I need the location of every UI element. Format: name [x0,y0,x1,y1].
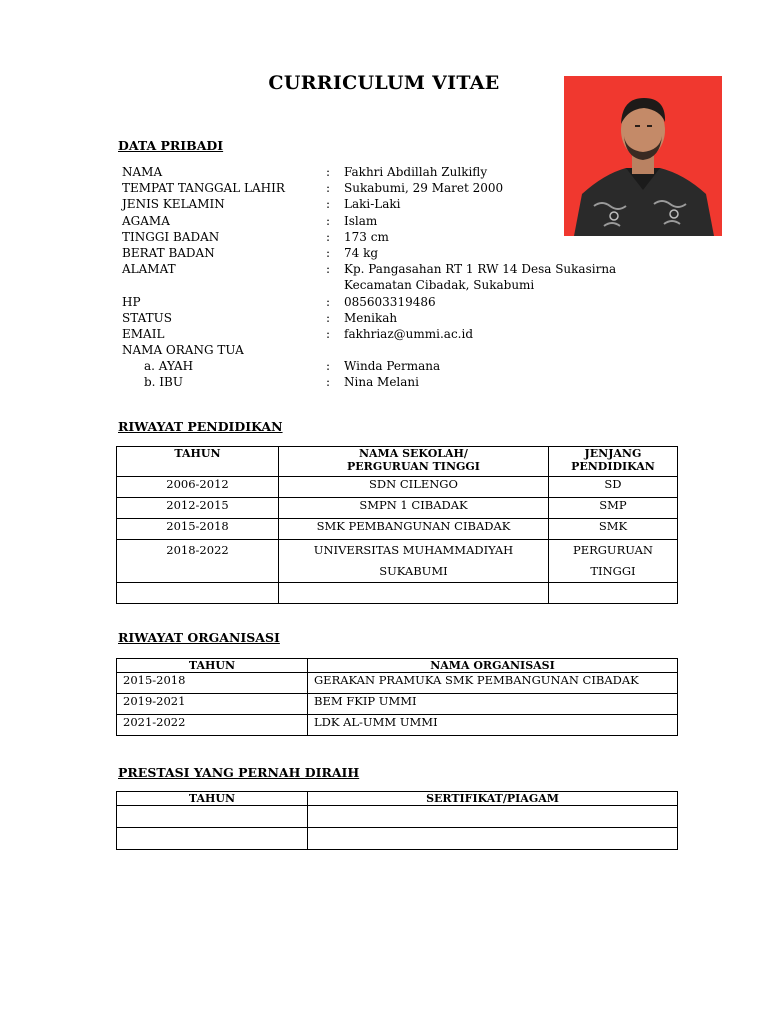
table-cell: PERGURUAN TINGGI [548,540,677,583]
table-cell [548,583,677,604]
table-header-row [117,659,678,673]
field-value: 74 kg [344,245,379,260]
table-cell: 2021-2022 [117,715,308,736]
table-row [117,673,678,694]
field-value: Kp. Pangasahan RT 1 RW 14 Desa Sukasirna Kecamatan Cibadak, Sukabumi [344,262,617,293]
table-cell: 2006-2012 [117,477,279,498]
field-colon: : [326,245,331,260]
table-cell: 2018-2022 [117,540,279,583]
field-label: JENIS KELAMIN [122,197,225,212]
field-colon: : [326,310,331,325]
table-header-cell: JENJANG PENDIDIKAN [548,447,677,477]
table-cell: SDN CILENGO [279,477,549,498]
table-row [117,694,678,715]
organisasi-table [116,658,678,736]
table-cell: 2015-2018 [117,673,308,694]
prestasi-table [116,791,678,850]
field-colon: : [326,294,331,309]
field-value: Islam [344,213,378,228]
field-colon: : [326,213,331,228]
table-cell [308,828,678,850]
table-row [117,519,678,540]
table-cell: SMK [548,519,677,540]
field-value: Menikah [344,310,398,325]
field-colon: : [326,181,331,196]
table-cell: SMP [548,498,677,519]
field-colon: : [326,229,331,244]
table-row [117,477,678,498]
table-cell: SMPN 1 CIBADAK [279,498,549,519]
organisasi-heading: RIWAYAT ORGANISASI [118,630,280,645]
field-label: TINGGI BADAN [122,229,220,244]
table-cell: 2019-2021 [117,694,308,715]
field-label: BERAT BADAN [122,245,215,260]
field-colon: : [326,326,331,341]
table-cell: 2012-2015 [117,498,279,519]
field-label: b. IBU [144,375,183,390]
field-colon: : [326,165,331,179]
field-colon: : [326,197,331,212]
field-value: 173 cm [344,229,389,244]
table-row [117,583,678,604]
table-cell [117,828,308,850]
field-value: Laki-Laki [344,197,401,212]
field-value: 085603319486 [344,294,436,309]
table-cell: BEM FKIP UMMI [308,694,678,715]
table-cell [117,583,279,604]
field-label: STATUS [122,310,172,325]
field-label: HP [122,294,141,309]
table-header-cell: NAMA ORGANISASI [308,659,678,673]
table-cell: 2015-2018 [117,519,279,540]
field-value: Fakhri Abdillah Zulkifly [344,165,488,179]
field-value: Nina Melani [344,375,419,390]
field-label: TEMPAT TANGGAL LAHIR [122,181,285,196]
table-row [117,540,678,583]
field-label: ALAMAT [122,262,176,277]
table-header-cell: TAHUN [117,659,308,673]
table-cell [279,583,549,604]
table-cell [308,806,678,828]
table-cell: SMK PEMBANGUNAN CIBADAK [279,519,549,540]
table-header-row [117,792,678,806]
field-colon: : [326,359,331,374]
table-header-row [117,447,678,477]
cv-title: CURRICULUM VITAE [268,72,500,94]
table-row [117,806,678,828]
data-pribadi-heading: DATA PRIBADI [118,138,224,153]
field-colon: : [326,375,331,390]
table-header-cell: TAHUN [117,447,279,477]
table-row [117,715,678,736]
field-label: NAMA ORANG TUA [122,343,244,358]
table-cell: SD [548,477,677,498]
table-cell [117,806,308,828]
table-cell: UNIVERSITAS MUHAMMADIYAH SUKABUMI [279,540,549,583]
table-header-cell: TAHUN [117,792,308,806]
table-cell: GERAKAN PRAMUKA SMK PEMBANGUNAN CIBADAK [308,673,678,694]
pendidikan-heading: RIWAYAT PENDIDIKAN [118,419,283,434]
pendidikan-table [116,446,678,604]
field-colon: : [326,262,331,277]
field-value: fakhriaz@ummi.ac.id [344,326,473,341]
field-value: Winda Permana [344,359,441,374]
field-value: Sukabumi, 29 Maret 2000 [344,181,504,196]
table-cell: LDK AL-UMM UMMI [308,715,678,736]
field-label: EMAIL [122,326,165,341]
table-header-cell: SERTIFIKAT/PIAGAM [308,792,678,806]
field-label: NAMA [122,165,163,179]
table-header-cell: NAMA SEKOLAH/ PERGURUAN TINGGI [279,447,549,477]
field-label: a. AYAH [144,359,194,374]
table-row [117,828,678,850]
prestasi-heading: PRESTASI YANG PERNAH DIRAIH [118,765,360,780]
table-row [117,498,678,519]
field-label: AGAMA [122,213,170,228]
